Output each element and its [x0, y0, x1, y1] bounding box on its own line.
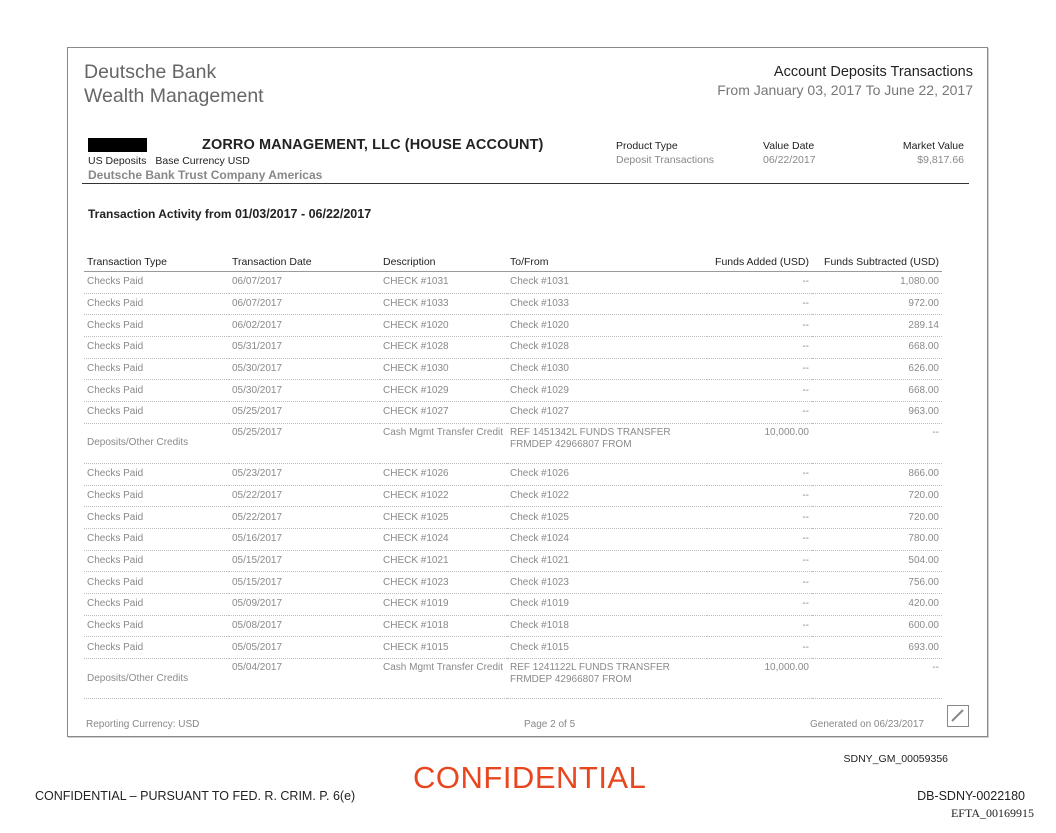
cell-to-from: Check #1029: [507, 380, 707, 402]
cell-to-from: Check #1030: [507, 358, 707, 380]
cell-to-from: Check #1018: [507, 615, 707, 637]
table-row: [84, 315, 942, 337]
cell-description: CHECK #1029: [380, 380, 507, 402]
table-row: [84, 337, 942, 359]
cell-transaction-type: Checks Paid: [84, 507, 229, 529]
cell-to-from: Check #1033: [507, 293, 707, 315]
activity-prefix: Transaction Activity from: [88, 207, 232, 221]
cell-description: CHECK #1026: [380, 463, 507, 485]
cell-funds-added: 10,000.00: [707, 659, 812, 699]
cell-funds-subtracted: 972.00: [812, 293, 942, 315]
cell-to-from: REF 1241122L FUNDS TRANSFER FRMDEP 42966807 FROM: [507, 659, 707, 699]
market-value-column: [903, 140, 964, 167]
account-subline: [88, 155, 259, 167]
cell-to-from: Check #1026: [507, 463, 707, 485]
col-header-funds-subtracted: Funds Subtracted (USD): [812, 253, 942, 272]
cell-to-from: Check #1023: [507, 572, 707, 594]
market-value-label: Market Value: [902, 140, 964, 152]
table-row: [84, 402, 942, 424]
cell-transaction-date: 05/15/2017: [229, 550, 380, 572]
table-row: [84, 593, 942, 615]
table-row: [84, 528, 942, 550]
cell-transaction-date: 05/25/2017: [229, 423, 380, 463]
table-row: [84, 380, 942, 402]
cell-to-from: Check #1019: [507, 593, 707, 615]
col-header-transaction-date: Transaction Date: [229, 253, 380, 272]
cell-transaction-type: Checks Paid: [84, 572, 229, 594]
cell-to-from: Check #1031: [507, 272, 707, 294]
cell-funds-added: --: [707, 380, 812, 402]
cell-transaction-date: 05/22/2017: [229, 485, 380, 507]
table-header-row: [84, 253, 942, 272]
cell-to-from: Check #1021: [507, 550, 707, 572]
table-row: [84, 615, 942, 637]
cell-transaction-type: Deposits/Other Credits: [84, 659, 229, 699]
cell-transaction-type: Checks Paid: [84, 615, 229, 637]
cell-funds-subtracted: 600.00: [812, 615, 942, 637]
cell-funds-added: --: [707, 637, 812, 659]
cell-funds-added: --: [707, 485, 812, 507]
cell-funds-added: --: [707, 402, 812, 424]
cell-description: CHECK #1033: [380, 293, 507, 315]
cell-description: CHECK #1015: [380, 637, 507, 659]
cell-funds-added: 10,000.00: [707, 423, 812, 463]
cell-transaction-type: Checks Paid: [84, 593, 229, 615]
cell-transaction-date: 05/30/2017: [229, 380, 380, 402]
table-row: [84, 637, 942, 659]
cell-funds-added: --: [707, 572, 812, 594]
cell-to-from: Check #1025: [507, 507, 707, 529]
cell-transaction-date: 05/23/2017: [229, 463, 380, 485]
cell-description: CHECK #1021: [380, 550, 507, 572]
col-header-to-from: To/From: [507, 253, 707, 272]
cell-funds-added: --: [707, 550, 812, 572]
cell-transaction-date: 05/08/2017: [229, 615, 380, 637]
table-row: [84, 485, 942, 507]
product-type-value: Deposit Transactions: [616, 154, 715, 166]
cell-transaction-date: 05/16/2017: [229, 528, 380, 550]
cell-description: CHECK #1031: [380, 272, 507, 294]
product-type-column: [616, 140, 714, 167]
cell-transaction-type: Checks Paid: [84, 358, 229, 380]
cell-transaction-date: 05/25/2017: [229, 402, 380, 424]
cell-funds-subtracted: 693.00: [812, 637, 942, 659]
cell-transaction-date: 06/07/2017: [229, 272, 380, 294]
cell-transaction-date: 05/22/2017: [229, 507, 380, 529]
cell-funds-added: --: [707, 528, 812, 550]
report-title: Account Deposits Transactions: [773, 64, 973, 80]
cell-transaction-date: 05/31/2017: [229, 337, 380, 359]
cell-funds-added: --: [707, 615, 812, 637]
account-name: ZORRO MANAGEMENT, LLC (HOUSE ACCOUNT): [202, 137, 544, 153]
cell-description: CHECK #1028: [380, 337, 507, 359]
cell-description: CHECK #1027: [380, 402, 507, 424]
cell-description: CHECK #1024: [380, 528, 507, 550]
cell-funds-added: --: [707, 337, 812, 359]
table-row: [84, 507, 942, 529]
cell-funds-added: --: [707, 315, 812, 337]
value-date-value: 06/22/2017: [763, 154, 816, 166]
transactions-body: [84, 272, 942, 699]
base-currency: Base Currency USD: [155, 155, 250, 167]
cell-to-from: REF 1451342L FUNDS TRANSFER FRMDEP 42966807 FROM: [507, 423, 707, 463]
cell-description: CHECK #1020: [380, 315, 507, 337]
efta-number: EFTA_00169915: [950, 806, 1034, 820]
col-header-funds-added: Funds Added (USD): [707, 253, 812, 272]
cell-transaction-type: Checks Paid: [84, 485, 229, 507]
cell-transaction-type: Checks Paid: [84, 402, 229, 424]
cell-transaction-date: 06/02/2017: [229, 315, 380, 337]
redaction-box: [88, 138, 147, 152]
table-row: [84, 659, 942, 699]
report-period: From January 03, 2017 To June 22, 2017: [717, 82, 973, 98]
cell-transaction-type: Checks Paid: [84, 528, 229, 550]
cell-funds-subtracted: 289.14: [812, 315, 942, 337]
cell-transaction-type: Checks Paid: [84, 550, 229, 572]
table-row: [84, 550, 942, 572]
cell-to-from: Check #1028: [507, 337, 707, 359]
cell-description: Cash Mgmt Transfer Credit: [380, 423, 507, 463]
cell-description: CHECK #1019: [380, 593, 507, 615]
cell-funds-added: --: [707, 293, 812, 315]
table-row: [84, 293, 942, 315]
col-header-transaction-type: Transaction Type: [84, 253, 229, 272]
activity-heading: [88, 207, 371, 221]
activity-range: 01/03/2017 - 06/22/2017: [234, 207, 372, 221]
cell-to-from: Check #1020: [507, 315, 707, 337]
cell-funds-subtracted: 420.00: [812, 593, 942, 615]
cell-funds-subtracted: 780.00: [812, 528, 942, 550]
cell-funds-subtracted: 963.00: [812, 402, 942, 424]
cell-description: Cash Mgmt Transfer Credit: [380, 659, 507, 699]
table-row: [84, 463, 942, 485]
col-header-description: Description: [380, 253, 507, 272]
confidential-notice: CONFIDENTIAL – PURSUANT TO FED. R. CRIM. P. 6(e): [35, 789, 356, 803]
cell-funds-subtracted: 668.00: [812, 380, 942, 402]
cell-funds-added: --: [707, 272, 812, 294]
cell-funds-added: --: [707, 593, 812, 615]
table-row: [84, 272, 942, 294]
cell-funds-subtracted: --: [812, 659, 942, 699]
value-date-column: [763, 140, 816, 167]
generated-date: Generated on 06/23/2017: [810, 719, 924, 730]
bates-number-bottom: DB-SDNY-0022180: [917, 789, 1025, 803]
deutsche-bank-logo-icon: [947, 705, 969, 727]
cell-transaction-type: Checks Paid: [84, 637, 229, 659]
cell-description: CHECK #1018: [380, 615, 507, 637]
table-row: [84, 572, 942, 594]
cell-funds-subtracted: --: [812, 423, 942, 463]
cell-funds-subtracted: 756.00: [812, 572, 942, 594]
cell-funds-subtracted: 668.00: [812, 337, 942, 359]
cell-description: CHECK #1025: [380, 507, 507, 529]
cell-description: CHECK #1030: [380, 358, 507, 380]
cell-transaction-date: 05/04/2017: [229, 659, 380, 699]
cell-funds-subtracted: 1,080.00: [812, 272, 942, 294]
cell-transaction-type: Checks Paid: [84, 380, 229, 402]
brand-line-1: Deutsche Bank: [84, 61, 217, 83]
table-row: [84, 358, 942, 380]
report-title-block: [717, 64, 973, 99]
page-number: Page 2 of 5: [524, 719, 576, 730]
cell-transaction-date: 05/09/2017: [229, 593, 380, 615]
cell-funds-subtracted: 720.00: [812, 485, 942, 507]
cell-transaction-date: 05/15/2017: [229, 572, 380, 594]
table-row: [84, 423, 942, 463]
cell-funds-added: --: [707, 507, 812, 529]
cell-to-from: Check #1022: [507, 485, 707, 507]
account-bank: Deutsche Bank Trust Company Americas: [88, 168, 323, 182]
cell-transaction-type: Deposits/Other Credits: [84, 423, 229, 463]
cell-funds-subtracted: 720.00: [812, 507, 942, 529]
cell-description: CHECK #1023: [380, 572, 507, 594]
reporting-currency: Reporting Currency: USD: [86, 719, 200, 730]
cell-transaction-type: Checks Paid: [84, 315, 229, 337]
brand-name: [84, 60, 264, 108]
cell-funds-subtracted: 626.00: [812, 358, 942, 380]
cell-funds-subtracted: 504.00: [812, 550, 942, 572]
cell-transaction-type: Checks Paid: [84, 463, 229, 485]
cell-transaction-type: Checks Paid: [84, 293, 229, 315]
market-value-value: $9,817.66: [917, 154, 964, 166]
cell-description: CHECK #1022: [380, 485, 507, 507]
cell-to-from: Check #1027: [507, 402, 707, 424]
product-type-label: Product Type: [616, 140, 678, 152]
cell-funds-added: --: [707, 463, 812, 485]
cell-to-from: Check #1024: [507, 528, 707, 550]
transactions-table: [84, 253, 942, 699]
account-type: US Deposits: [88, 155, 147, 167]
cell-transaction-date: 05/05/2017: [229, 637, 380, 659]
cell-to-from: Check #1015: [507, 637, 707, 659]
header-divider: [82, 183, 969, 184]
cell-transaction-date: 05/30/2017: [229, 358, 380, 380]
cell-transaction-date: 06/07/2017: [229, 293, 380, 315]
confidential-stamp: CONFIDENTIAL: [413, 760, 647, 795]
cell-transaction-type: Checks Paid: [84, 272, 229, 294]
value-date-label: Value Date: [763, 140, 815, 152]
brand-line-2: Wealth Management: [84, 85, 264, 107]
cell-funds-subtracted: 866.00: [812, 463, 942, 485]
bates-number-top: SDNY_GM_00059356: [843, 753, 948, 765]
cell-funds-added: --: [707, 358, 812, 380]
cell-transaction-type: Checks Paid: [84, 337, 229, 359]
